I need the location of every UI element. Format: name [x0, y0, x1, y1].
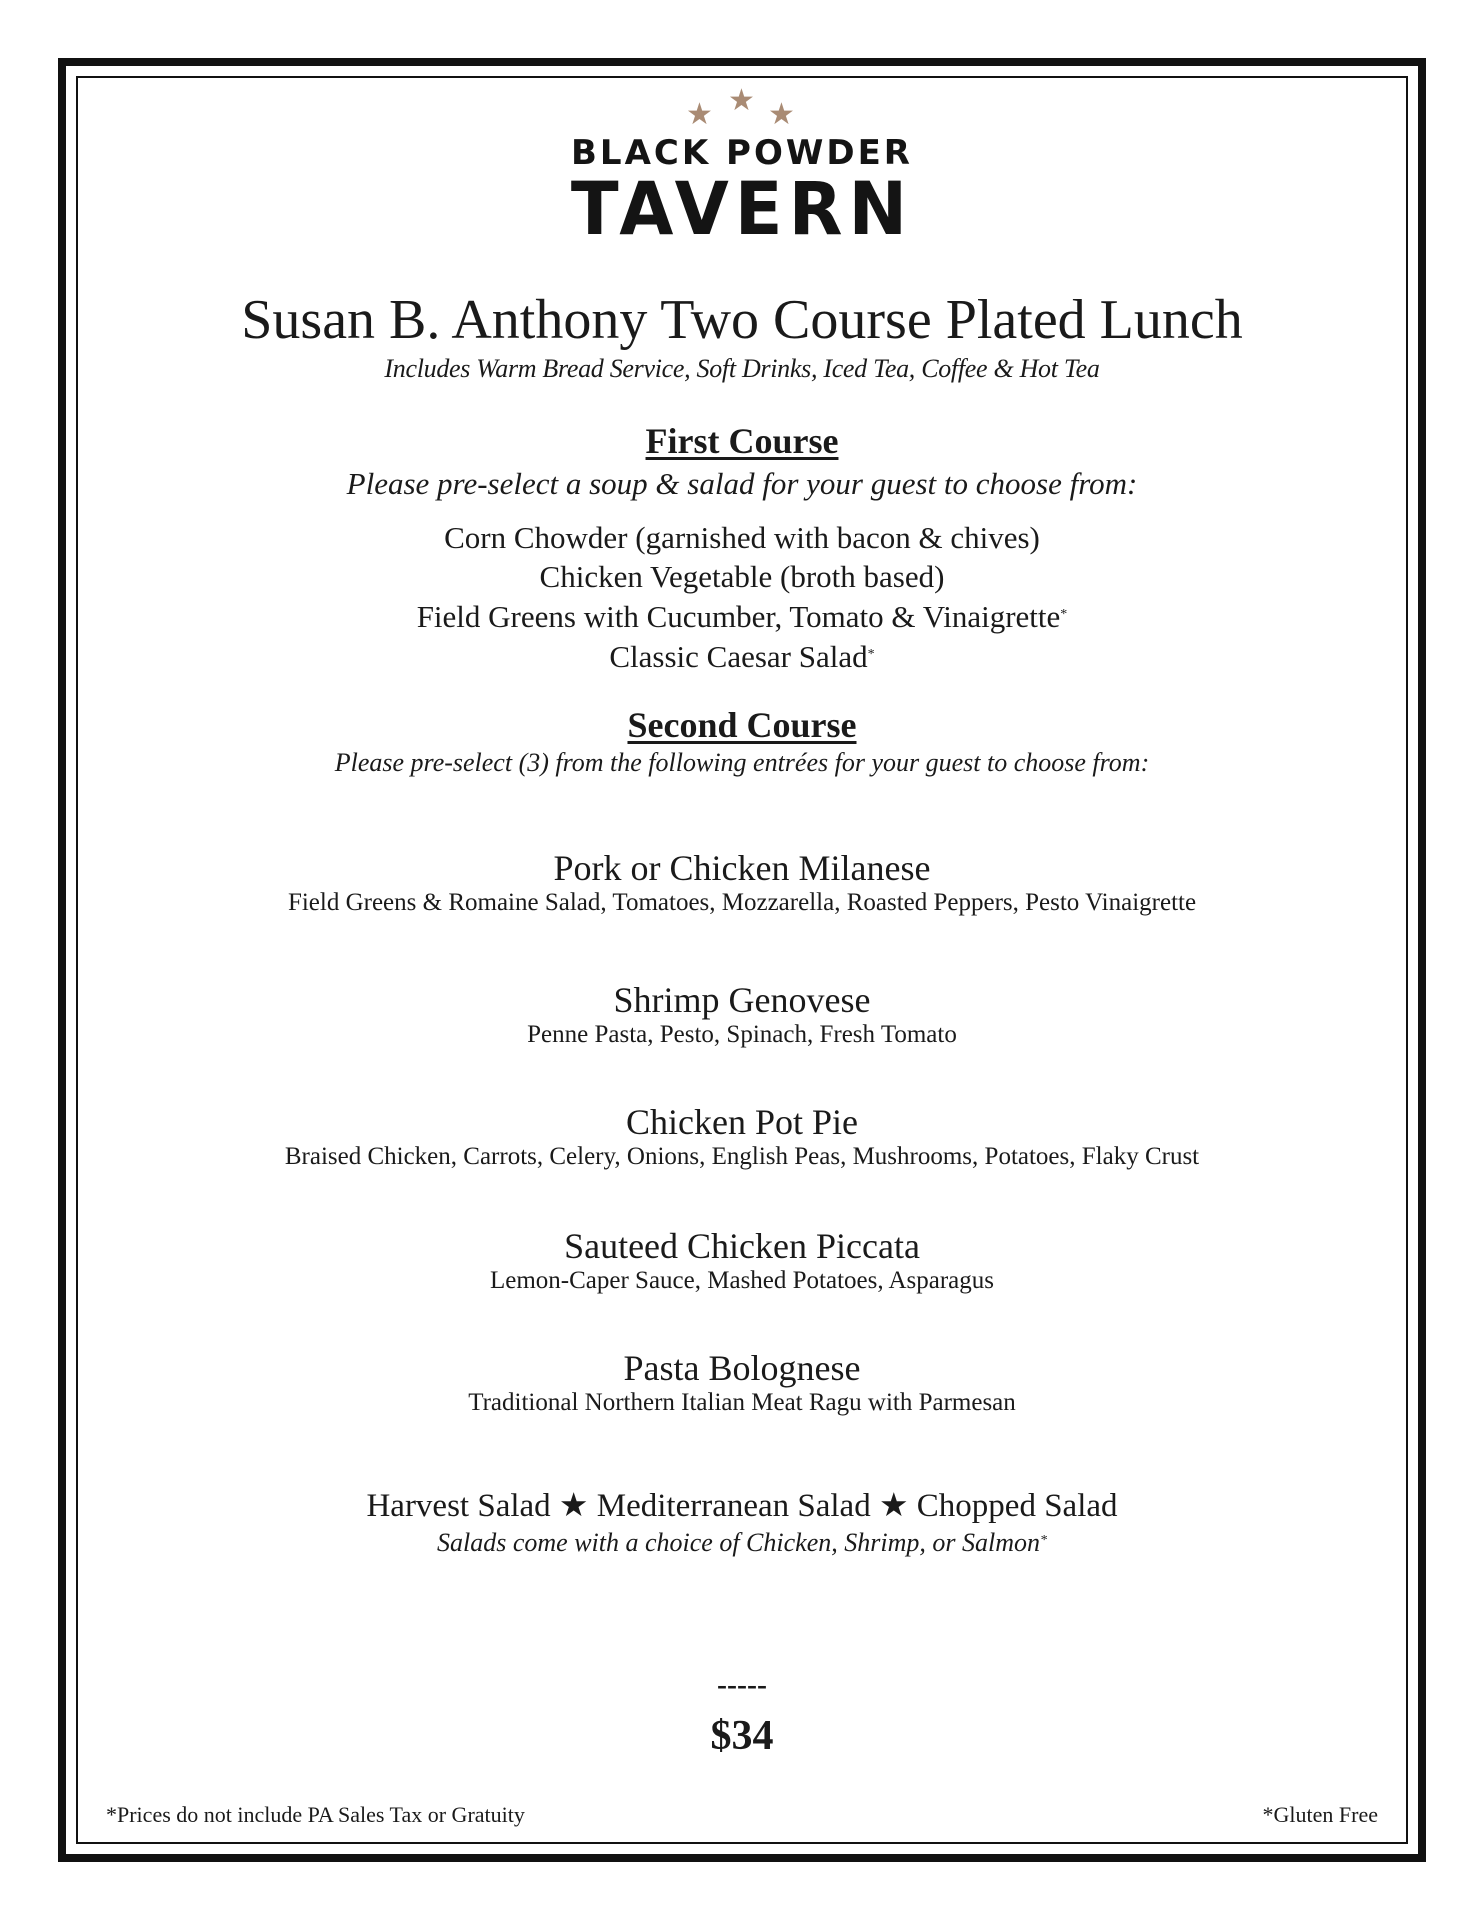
first-course-item: Field Greens with Cucumber, Tomato & Vinaigrette*	[416, 599, 1068, 634]
entree-item	[0, 848, 1484, 918]
entree-item	[0, 1348, 1484, 1418]
logo-line-1: BLACK POWDER	[571, 133, 913, 173]
gluten-free-marker: *	[867, 647, 875, 662]
entree-description: Penne Pasta, Pesto, Spinach, Fresh Tomato	[527, 1021, 957, 1048]
first-course-instruction: Please pre-select a soup & salad for your guest to choose from:	[346, 466, 1138, 501]
tax-note: *Prices do not include PA Sales Tax or Gratuity	[106, 1802, 525, 1827]
restaurant-logo	[0, 83, 1484, 253]
entree-name: Pork or Chicken Milanese	[553, 848, 931, 888]
entree-description: Field Greens & Romaine Salad, Tomatoes, Mozzarella, Roasted Peppers, Pesto Vinaigrette	[287, 889, 1197, 916]
second-course-instruction: Please pre-select (3) from the following entrées for your guest to choose from:	[334, 748, 1150, 777]
first-course-item: Classic Caesar Salad*	[609, 639, 875, 674]
entree-item	[0, 1102, 1484, 1172]
second-course-heading: Second Course	[627, 705, 857, 745]
page-title: Susan B. Anthony Two Course Plated Lunch	[241, 289, 1243, 351]
gluten-free-marker: *	[1060, 607, 1068, 622]
first-course-item: Corn Chowder (garnished with bacon & chives)	[444, 520, 1040, 555]
entree-description: Braised Chicken, Carrots, Celery, Onions, English Peas, Mushrooms, Potatoes, Flaky Crust	[284, 1143, 1200, 1170]
star-icon: ★	[728, 83, 755, 118]
logo-line-2: TAVERN	[570, 165, 914, 253]
salads-note: Salads come with a choice of Chicken, Shrimp, or Salmon*	[437, 1528, 1047, 1557]
entree-name: Chicken Pot Pie	[626, 1102, 858, 1142]
entree-name: Shrimp Genovese	[613, 980, 871, 1020]
first-course-item: Chicken Vegetable (broth based)	[539, 559, 945, 594]
first-course-heading: First Course	[645, 421, 839, 461]
gluten-free-legend: *Gluten Free	[1262, 1802, 1378, 1827]
entree-item	[0, 980, 1484, 1050]
star-icon: ★	[686, 97, 713, 132]
entree-name: Pasta Bolognese	[623, 1348, 861, 1388]
entree-description: Lemon-Caper Sauce, Mashed Potatoes, Asparagus	[489, 1267, 995, 1294]
price-divider: -----	[717, 1668, 767, 1701]
gluten-free-marker: *	[1039, 1533, 1047, 1548]
salads-line: Harvest Salad ★ Mediterranean Salad ★ Chopped Salad	[366, 1488, 1118, 1524]
price: $34	[710, 1713, 774, 1759]
star-icon: ★	[768, 97, 795, 132]
logo-stars	[0, 83, 1484, 132]
entree-item	[0, 1226, 1484, 1296]
page-subtitle: Includes Warm Bread Service, Soft Drinks, Iced Tea, Coffee & Hot Tea	[384, 354, 1100, 383]
entree-name: Sauteed Chicken Piccata	[564, 1226, 920, 1266]
entree-description: Traditional Northern Italian Meat Ragu with Parmesan	[468, 1389, 1016, 1416]
